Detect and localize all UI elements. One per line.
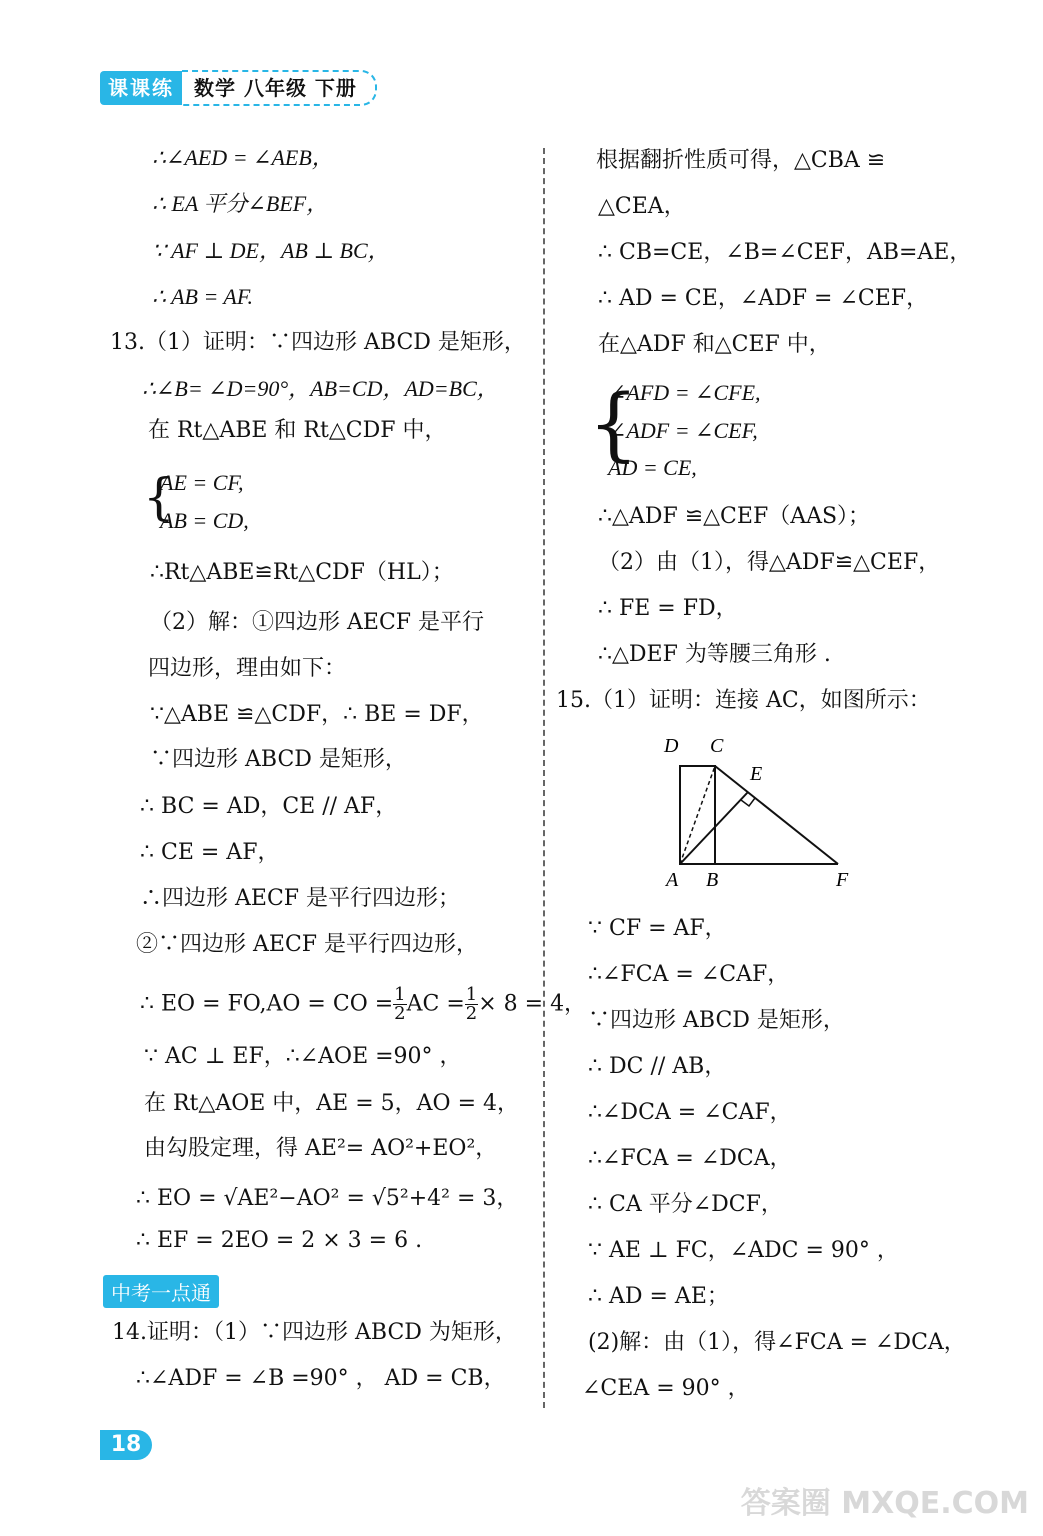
label-e: E <box>750 763 763 785</box>
line-cf <box>715 766 838 864</box>
text-line: ∵四边形 ABCD 是矩形， <box>150 747 407 772</box>
geometry-figure <box>650 728 870 898</box>
series-tag: 课课练 <box>100 71 182 105</box>
text-line: ∵ AE ⊥ FC，∠ADC = 90° ， <box>588 1238 899 1263</box>
text-line: ∵ AF ⊥ DE，AB ⊥ BC， <box>152 238 390 263</box>
text-line: ∴△DEF 为等腰三角形 . <box>598 642 831 667</box>
text-line: ∵ AC ⊥ EF，∴∠AOE =90° ， <box>144 1044 462 1069</box>
text-line: AB = CD, <box>160 508 249 533</box>
fraction-half <box>465 986 478 1023</box>
fraction-num: 1 <box>465 984 478 1005</box>
problem-14-heading: 14.证明：（1）∵四边形 ABCD 为矩形， <box>112 1320 517 1345</box>
text-line: ∴∠B= ∠D=90°，AB=CD，AD=BC， <box>142 376 499 401</box>
text-line: ∴∠FCA = ∠DCA， <box>588 1146 792 1171</box>
text-line: ∴ CE = AF， <box>140 840 280 865</box>
text-line: 在△ADF 和△CEF 中， <box>598 332 831 357</box>
book-title: 数学 八年级 下册 <box>182 70 377 106</box>
text-line: ②∵四边形 AECF 是平行四边形， <box>136 932 479 957</box>
fraction-num: 1 <box>394 984 406 1005</box>
page-number: 18 <box>100 1430 152 1460</box>
text-line: ∴ EF = 2EO = 2 × 3 = 6 . <box>136 1228 423 1253</box>
text-line: ∴∠DCA = ∠CAF， <box>588 1100 792 1125</box>
text-line: ∴四边形 AECF 是平行四边形； <box>140 886 461 911</box>
text-line: 四边形，理由如下： <box>148 656 347 681</box>
text-line: ∴∠AED = ∠AEB， <box>152 145 334 170</box>
fraction-den: 2 <box>465 1003 478 1024</box>
text-line: ∴ DC // AB， <box>588 1054 727 1079</box>
text-line: ∴ BC = AD，CE // AF， <box>140 794 398 819</box>
equation-line <box>140 986 586 1023</box>
text-line: ∠AFD = ∠CFE, <box>608 380 761 405</box>
column-divider <box>543 148 545 1408</box>
text-line: ∴△ADF ≌△CEF（AAS）； <box>598 504 871 529</box>
label-a: A <box>666 869 679 891</box>
text-span: AC = <box>406 991 465 1017</box>
text-line: ∴ CB=CE，∠B=∠CEF，AB=AE， <box>598 240 972 265</box>
right-angle-mark <box>741 798 755 806</box>
text-line: 根据翻折性质可得，△CBA ≌ <box>596 148 886 173</box>
text-line: ∠CEA = 90° ， <box>582 1376 750 1401</box>
label-f: F <box>836 869 849 891</box>
text-line: ∵四边形 ABCD 是矩形， <box>588 1008 845 1033</box>
text-line: ∴ AD = CE，∠ADF = ∠CEF， <box>598 286 929 311</box>
text-line: AD = CE, <box>608 455 697 480</box>
text-line: 在 Rt△ABE 和 Rt△CDF 中， <box>148 418 447 443</box>
text-line: ∴ AD = AE； <box>588 1284 729 1309</box>
text-span: × 8 = 4， <box>478 991 587 1017</box>
text-line: AE = CF, <box>160 470 244 495</box>
label-c: C <box>710 735 724 757</box>
label-d: D <box>664 735 679 757</box>
text-line: ∵△ABE ≌△CDF，∴ BE = DF， <box>150 702 484 727</box>
text-line: ∠ADF = ∠CEF, <box>608 418 758 443</box>
problem-15-heading: 15.（1）证明：连接 AC，如图所示： <box>556 688 931 713</box>
text-line: ∴ AB = AF. <box>152 284 253 309</box>
text-line: （2）解：①四边形 AECF 是平行 <box>150 610 485 635</box>
text-line: ∴ EA 平分∠BEF， <box>152 191 329 216</box>
problem-13-heading: 13.（1）证明：∵四边形 ABCD 是矩形， <box>110 330 526 355</box>
text-line: △CEA， <box>598 194 686 219</box>
text-line: 由勾股定理，得 AE²= AO²+EO²， <box>144 1136 498 1161</box>
fraction-den: 2 <box>394 1003 406 1024</box>
watermark: 答案圈 MXQE.COM <box>740 1486 1029 1521</box>
label-b: B <box>706 869 719 891</box>
text-line: ∴∠ADF = ∠B =90° ， AD = CB， <box>136 1366 506 1391</box>
text-line: ∴Rt△ABE≌Rt△CDF（HL）； <box>150 560 454 585</box>
page-header <box>100 68 377 108</box>
section-tag: 中考一点通 <box>103 1275 219 1308</box>
text-span: ∴ EO = FO,AO = CO = <box>140 991 394 1017</box>
text-line: （2）由（1），得△ADF≌△CEF， <box>598 550 941 575</box>
brace-symbol: { <box>588 377 639 470</box>
text-line: (2)解：由（1），得∠FCA = ∠DCA， <box>588 1330 966 1355</box>
brace-symbol: { <box>143 468 175 526</box>
text-line: ∵ CF = AF， <box>588 916 727 941</box>
text-line: ∴∠FCA = ∠CAF， <box>588 962 790 987</box>
text-line: ∴ EO = √AE²−AO² = √5²+4² = 3， <box>136 1186 519 1211</box>
text-line: ∴ FE = FD， <box>598 596 738 621</box>
fraction-half <box>393 986 406 1023</box>
text-line: 在 Rt△AOE 中，AE = 5，AO = 4， <box>144 1091 519 1116</box>
line-ac-dashed <box>680 766 715 864</box>
text-line: ∴ CA 平分∠DCF， <box>588 1192 783 1217</box>
